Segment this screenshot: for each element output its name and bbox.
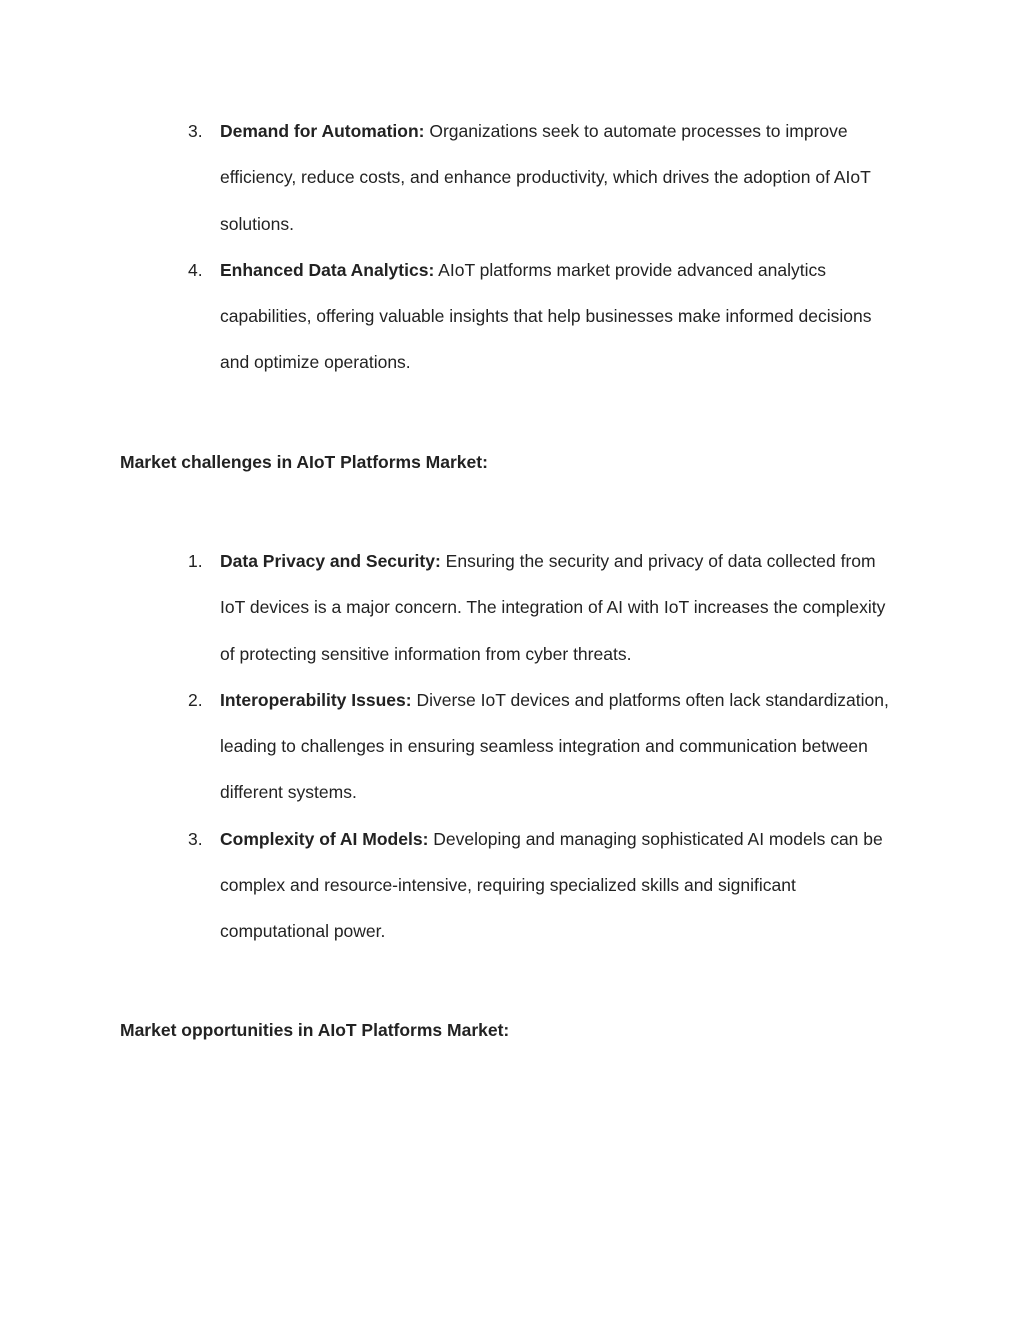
list-item-text xyxy=(220,538,900,677)
list-number: 4. xyxy=(188,259,203,280)
list-number: 2. xyxy=(188,689,203,710)
item-body: Organizations seek to automate processes to improve efficiency, reduce costs, and enhance productivity, which drives the adoption of AIoT solutions. xyxy=(220,121,871,234)
item-title: Data Privacy and Security: xyxy=(220,551,441,571)
list-item xyxy=(0,538,1024,677)
item-title: Interoperability Issues: xyxy=(220,689,412,710)
item-title: Enhanced Data Analytics: xyxy=(220,259,435,280)
list-item xyxy=(0,108,1024,247)
item-body: Diverse IoT devices and platforms often lack standardization, leading to challenges in ensuring seamless integration and communication between different systems. xyxy=(220,689,889,803)
list-item-text xyxy=(220,247,900,386)
list-item xyxy=(0,816,1024,955)
item-body: Developing and managing sophisticated AI models can be complex and resource-intensive, requiring specialized skills and significant computational power. xyxy=(220,828,883,942)
list-item-text xyxy=(220,816,900,955)
opportunities-heading: Market opportunities in AIoT Platforms Market: xyxy=(120,1020,510,1040)
drivers-list xyxy=(0,108,1024,386)
list-number: 1. xyxy=(188,551,203,571)
item-body: AIoT platforms market provide advanced analytics capabilities, offering valuable insights that help businesses make informed decisions and optimize operations. xyxy=(220,259,872,373)
item-title: Demand for Automation: xyxy=(220,121,425,141)
list-item xyxy=(0,677,1024,816)
item-body: Ensuring the security and privacy of data collected from IoT devices is a major concern. The integration of AI with IoT increases the complexity of protecting sensitive information from cyber threats. xyxy=(220,551,886,664)
list-item-text xyxy=(220,108,900,247)
challenges-list xyxy=(0,538,1024,955)
challenges-heading: Market challenges in AIoT Platforms Market: xyxy=(120,452,488,472)
list-item-text xyxy=(220,677,900,816)
item-title: Complexity of AI Models: xyxy=(220,828,429,849)
list-number: 3. xyxy=(188,121,203,141)
list-item xyxy=(0,247,1024,386)
list-number: 3. xyxy=(188,828,203,849)
